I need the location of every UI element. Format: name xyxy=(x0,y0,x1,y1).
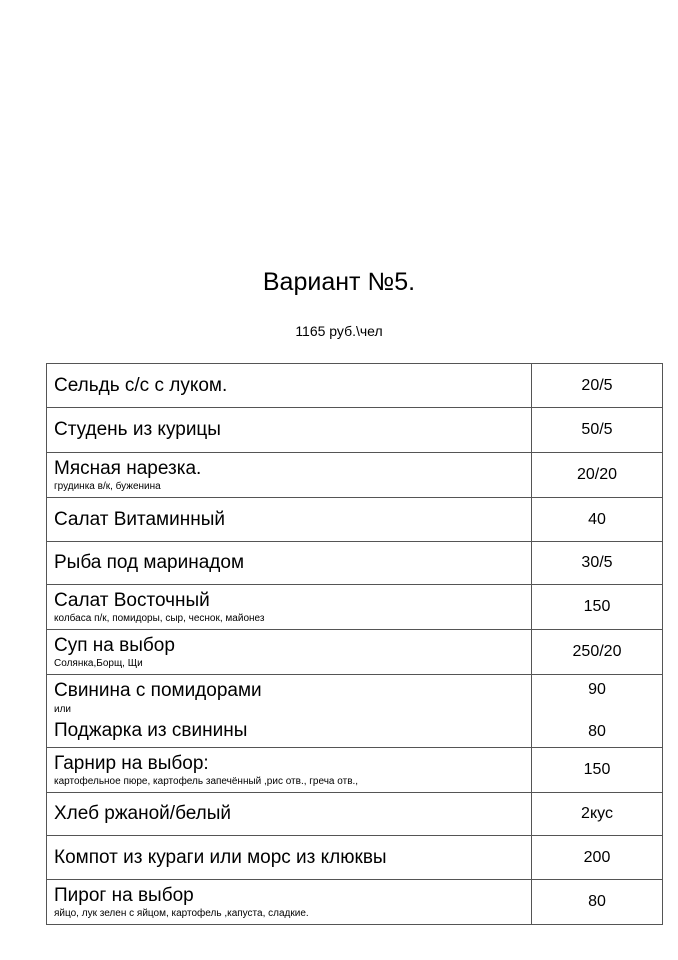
dish-description: грудинка в/к, буженина xyxy=(54,480,161,492)
dish-portion: 150 xyxy=(583,598,611,615)
menu-row xyxy=(47,408,663,453)
dish-portion: 250/20 xyxy=(572,643,622,660)
portion-cell xyxy=(532,836,663,880)
dish-name: Салат Витаминный xyxy=(54,508,225,530)
dish-cell xyxy=(47,836,532,880)
dish-description: колбаса п/к, помидоры, сыр, чеснок, майонез xyxy=(54,612,265,624)
dish-name: Компот из кураги или морс из клюквы xyxy=(54,846,387,868)
dish-cell xyxy=(47,880,532,925)
menu-row xyxy=(47,880,663,925)
menu-row xyxy=(47,836,663,880)
dish-description: яйцо, лук зелен с яйцом, картофель ,капуста, сладкие. xyxy=(54,907,309,919)
dish-name: Гарнир на выбор: xyxy=(54,752,209,774)
portion-cell xyxy=(532,748,663,793)
dish-cell xyxy=(47,748,532,793)
dish-cell xyxy=(47,408,532,453)
dish-name-alternative: Поджарка из свинины xyxy=(54,720,248,741)
dish-cell xyxy=(47,364,532,408)
dish-portion: 80 xyxy=(588,893,606,910)
portion-cell xyxy=(532,542,663,585)
dish-cell xyxy=(47,498,532,542)
dish-cell xyxy=(47,585,532,630)
dish-cell xyxy=(47,675,532,748)
portion-cell xyxy=(532,498,663,542)
page-title: Вариант №5. xyxy=(262,268,416,296)
dish-name: Хлеб ржаной/белый xyxy=(54,803,232,824)
dish-portion: 20/20 xyxy=(576,466,618,483)
dish-name: Салат Восточный xyxy=(54,589,210,611)
dish-portion: 2кус xyxy=(581,805,613,822)
alternative-separator: или xyxy=(54,704,72,715)
dish-cell xyxy=(47,453,532,498)
dish-cell xyxy=(47,793,532,836)
price-per-person: 1165 руб.\чел xyxy=(295,323,383,339)
dish-portion-alternative: 80 xyxy=(588,723,606,740)
menu-row xyxy=(47,585,663,630)
portion-cell xyxy=(532,585,663,630)
dish-portion: 30/5 xyxy=(581,554,613,571)
dish-portion: 50/5 xyxy=(581,421,613,438)
dish-portion: 90 xyxy=(588,681,606,698)
menu-row xyxy=(47,748,663,793)
dish-name: Студень из курицы xyxy=(54,419,221,440)
dish-description: Солянка,Борщ, Щи xyxy=(54,657,143,669)
dish-name: Рыба под маринадом xyxy=(54,552,245,573)
dish-portion: 200 xyxy=(583,848,611,866)
menu-row xyxy=(47,675,663,748)
menu-table xyxy=(46,363,663,925)
dish-cell xyxy=(47,630,532,675)
dish-cell xyxy=(47,542,532,585)
dish-name: Свинина с помидорами xyxy=(54,680,262,701)
menu-row xyxy=(47,542,663,585)
portion-cell xyxy=(532,630,663,675)
dish-portion: 150 xyxy=(583,761,611,778)
menu-row xyxy=(47,364,663,408)
menu-row xyxy=(47,793,663,836)
dish-name: Сельдь с/с с луком. xyxy=(54,374,228,396)
dish-description: картофельное пюре, картофель запечённый ,рис отв., греча отв., xyxy=(54,775,359,787)
menu-row xyxy=(47,630,663,675)
portion-cell xyxy=(532,880,663,925)
dish-name: Мясная нарезка. xyxy=(54,457,202,479)
portion-cell xyxy=(532,364,663,408)
portion-cell xyxy=(532,453,663,498)
portion-cell xyxy=(532,675,663,748)
dish-portion: 40 xyxy=(588,510,606,528)
portion-cell xyxy=(532,793,663,836)
dish-name: Пирог на выбор xyxy=(54,884,194,906)
dish-name: Суп на выбор xyxy=(54,634,175,656)
dish-portion: 20/5 xyxy=(581,376,613,394)
menu-row xyxy=(47,498,663,542)
menu-row xyxy=(47,453,663,498)
portion-cell xyxy=(532,408,663,453)
